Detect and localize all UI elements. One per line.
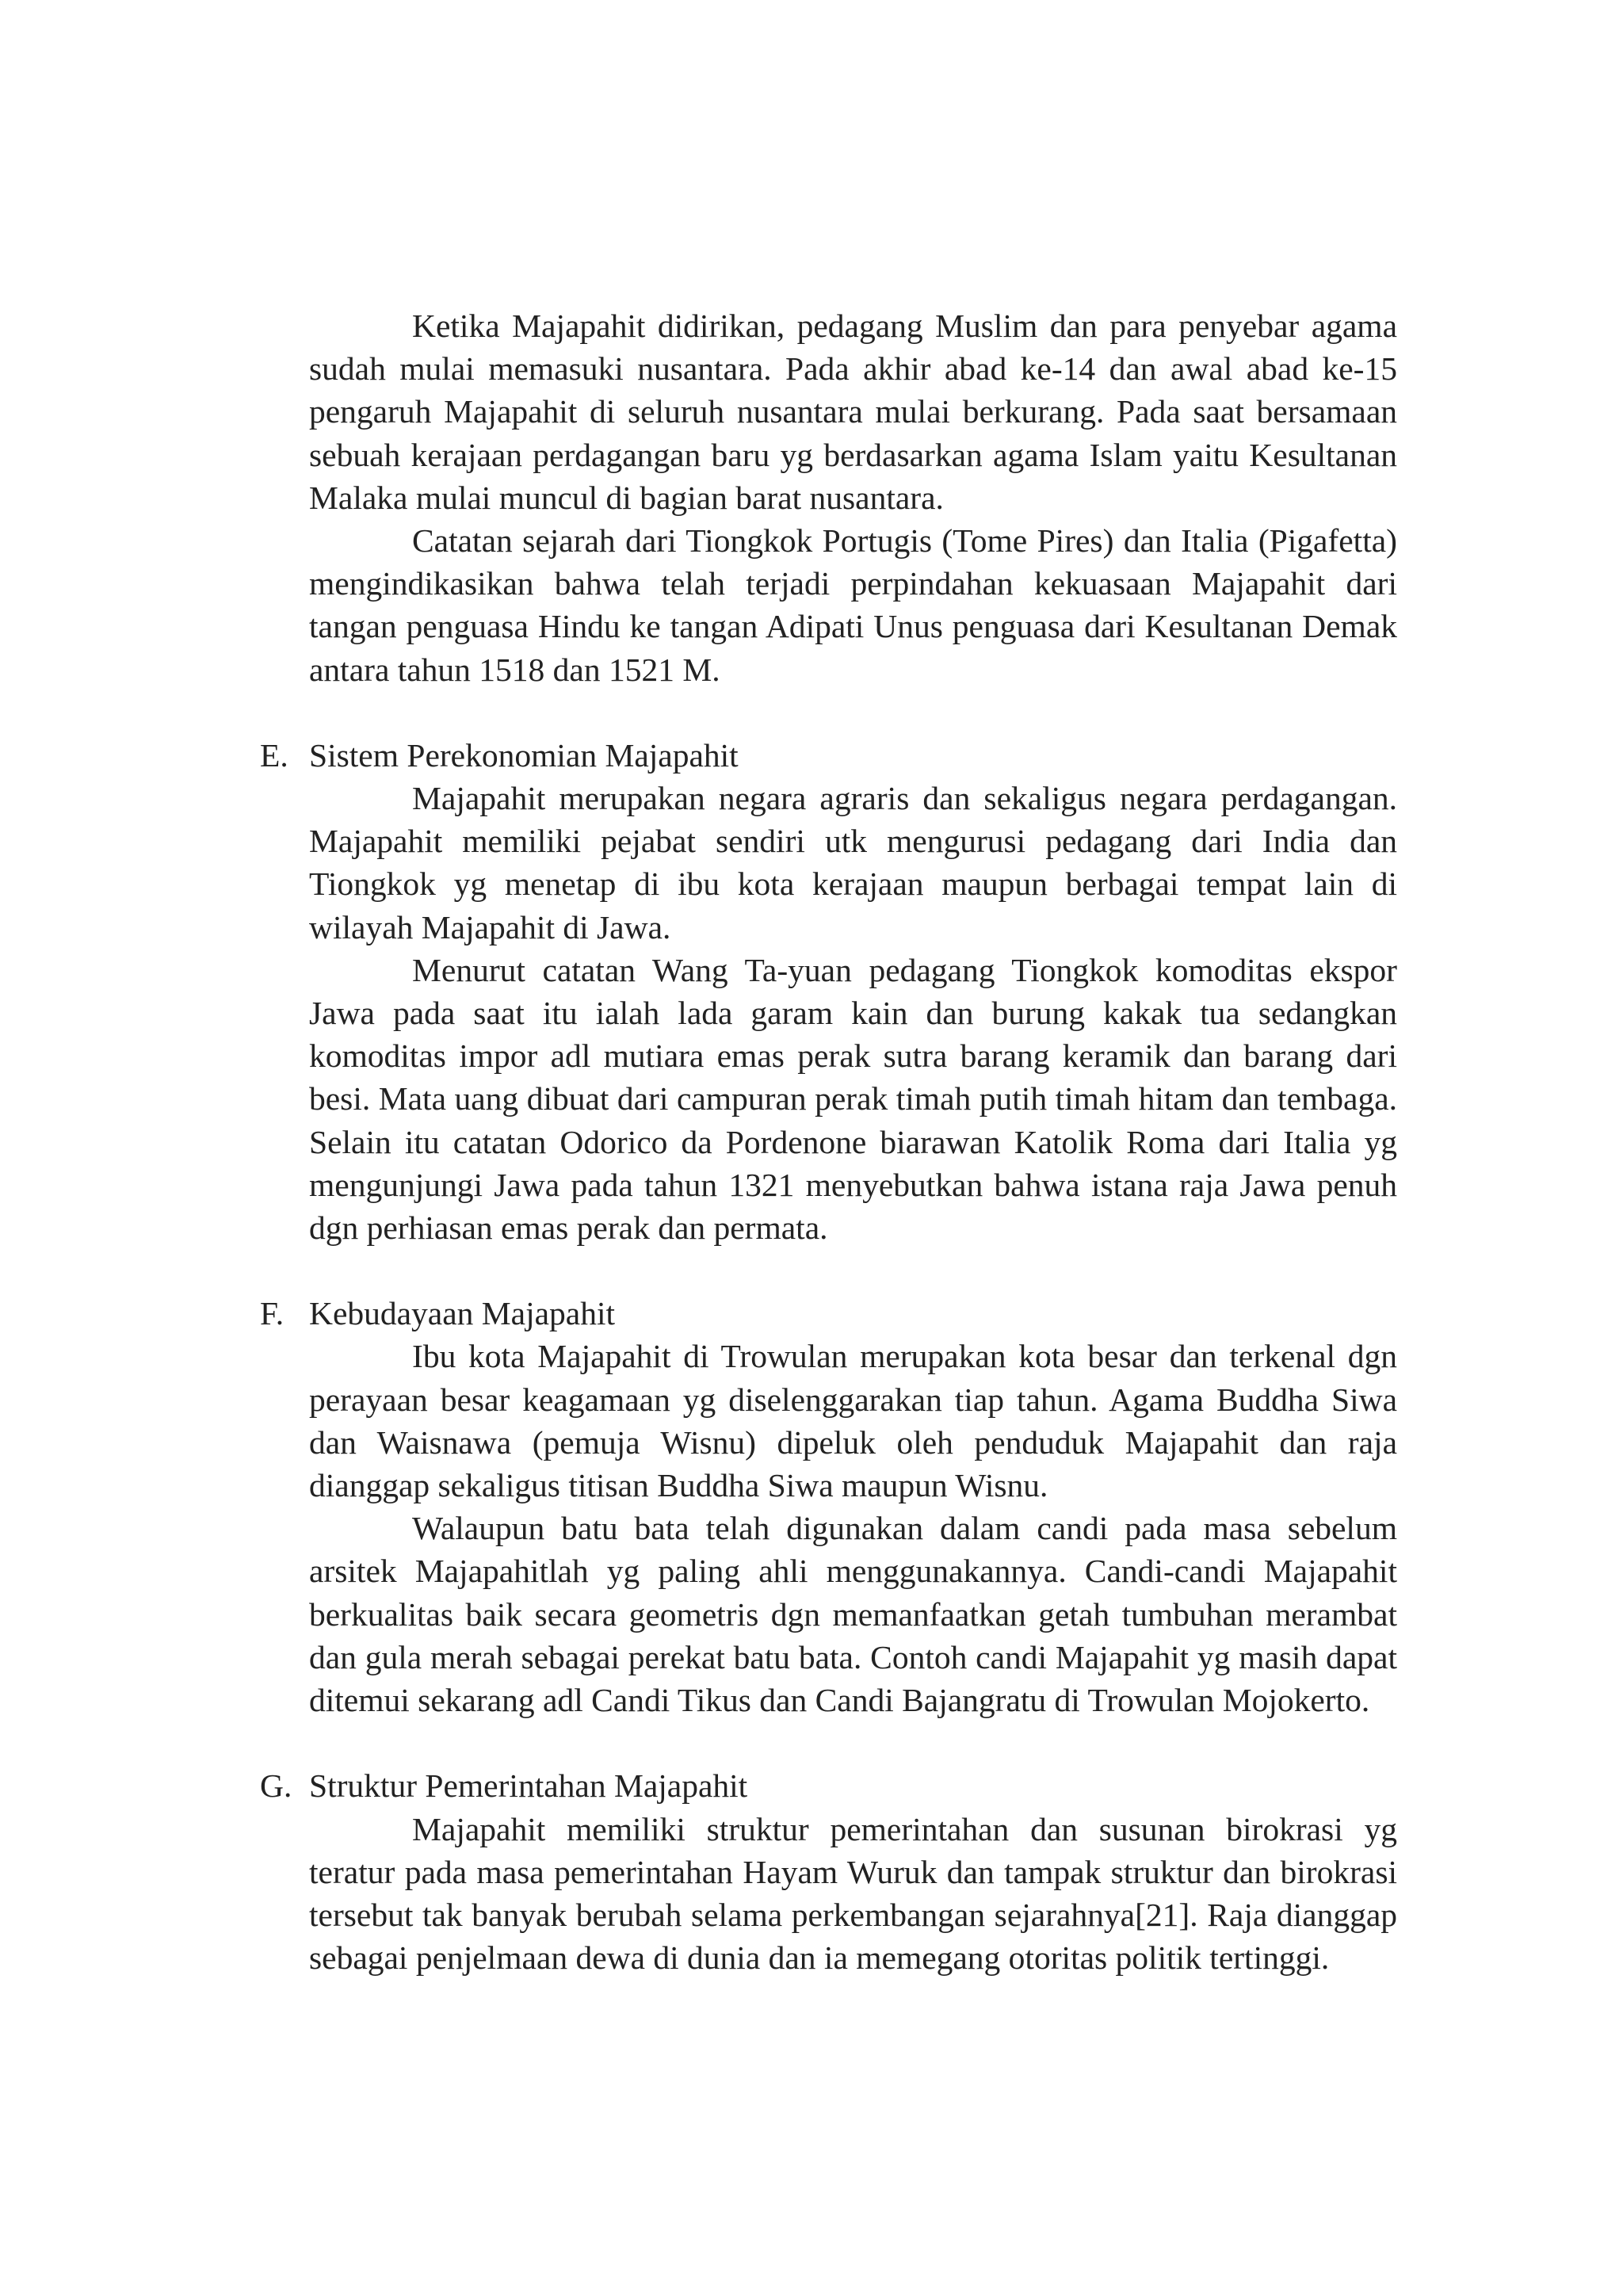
section-paragraph: Menurut catatan Wang Ta-yuan pedagang Tiongkok komoditas ekspor Jawa pada saat itu ialah lada garam kain dan burung kakak tua sedangkan komoditas impor adl mutiara emas perak sutra barang keramik dan barang dari besi. Mata uang dibuat dari campuran perak timah putih timah hitam dan tembaga. Selain itu catatan Odorico da Pordenone biarawan Katolik Roma dari Italia yg mengunjungi Jawa pada tahun 1321 menyebutkan bahwa istana raja Jawa penuh dgn perhiasan emas perak dan permata. [309, 951, 1397, 1247]
section-e [260, 734, 1397, 1249]
intro-paragraph-2: Catatan sejarah dari Tiongkok Portugis (Tome Pires) dan Italia (Pigafetta) mengindikasikan bahwa telah terjadi perpindahan kekuasaan Majapahit dari tangan penguasa Hindu ke tangan Adipati Unus penguasa dari Kesultanan Demak antara tahun 1518 dan 1521 M. [309, 522, 1397, 688]
section-paragraph: Walaupun batu bata telah digunakan dalam candi pada masa sebelum arsitek Majapahitlah yg paling ahli menggunakannya. Candi-candi Majapahit berkualitas baik secara geometris dgn memanfaatkan getah tumbuhan merambat dan gula merah sebagai perekat batu bata. Contoh candi Majapahit yg masih dapat ditemui sekarang adl Candi Tikus dan Candi Bajangratu di Trowulan Mojokerto. [309, 1510, 1397, 1719]
document-page [260, 304, 1397, 1979]
section-heading [260, 1764, 1397, 1807]
section-g [260, 1764, 1397, 1979]
section-paragraph: Ibu kota Majapahit di Trowulan merupakan kota besar dan terkenal dgn perayaan besar keagamaan yg diselenggarakan tiap tahun. Agama Buddha Siwa dan Waisnawa (pemuja Wisnu) dipeluk oleh penduduk Majapahit dan raja dianggap sekaligus titisan Buddha Siwa maupun Wisnu. [309, 1338, 1397, 1504]
section-f [260, 1292, 1397, 1721]
intro-paragraph-1: Ketika Majapahit didirikan, pedagang Muslim dan para penyebar agama sudah mulai memasuki nusantara. Pada akhir abad ke-14 dan awal abad ke-15 pengaruh Majapahit di seluruh nusantara mulai berkurang. Pada saat bersamaan sebuah kerajaan perdagangan baru yg berdasarkan agama Islam yaitu Kesultanan Malaka mulai muncul di bagian barat nusantara. [309, 308, 1397, 516]
section-title: Sistem Perekonomian Majapahit [309, 736, 739, 774]
section-title: Kebudayaan Majapahit [309, 1295, 616, 1332]
section-heading [260, 734, 1397, 777]
section-paragraph: Majapahit merupakan negara agraris dan sekaligus negara perdagangan. Majapahit memiliki pejabat sendiri utk mengurusi pedagang dari India dan Tiongkok yg menetap di ibu kota kerajaan maupun berbagai tempat lain di wilayah Majapahit di Jawa. [309, 780, 1397, 946]
section-letter: G. [260, 1767, 292, 1805]
section-paragraph: Majapahit memiliki struktur pemerintahan dan susunan birokrasi yg teratur pada masa pemerintahan Hayam Wuruk dan tampak struktur dan birokrasi tersebut tak banyak berubah selama perkembangan sejarahnya[21]. Raja dianggap sebagai penjelmaan dewa di dunia dan ia memegang otoritas politik tertinggi. [309, 1810, 1397, 1977]
section-letter: E. [260, 736, 288, 774]
section-heading [260, 1292, 1397, 1335]
intro-block [309, 304, 1397, 691]
section-title: Struktur Pemerintahan Majapahit [309, 1767, 748, 1805]
section-letter: F. [260, 1295, 285, 1332]
